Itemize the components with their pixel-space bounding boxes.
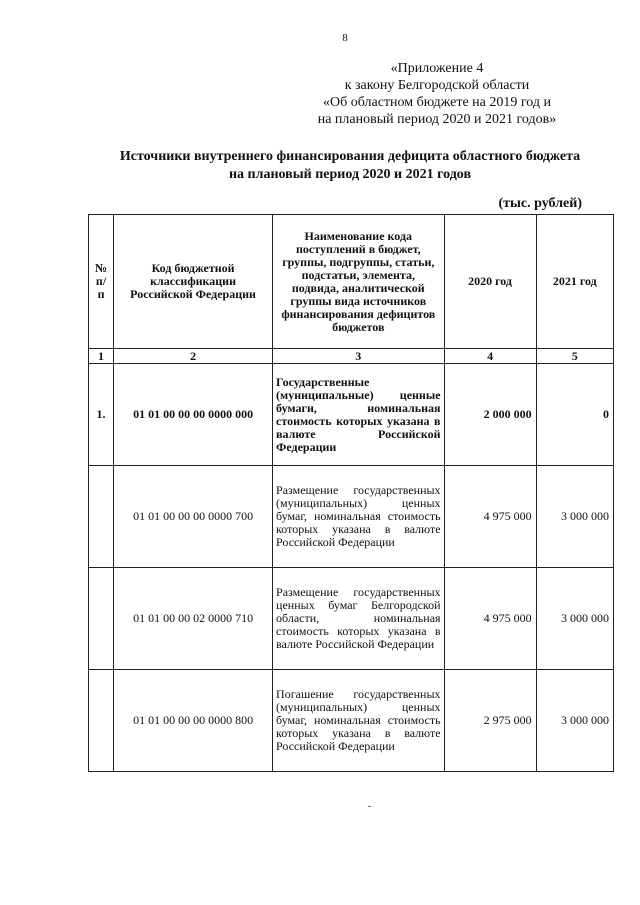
table-header-row (89, 215, 614, 349)
appendix-line: «Приложение 4 (390, 61, 484, 76)
column-index-row (89, 349, 614, 364)
row-name: Погашение государственных (муниципальных) ценных бумаг, номинальная стоимость которых указана в валюте Российской Федерации (273, 670, 445, 772)
appendix-block (292, 60, 582, 128)
row-code: 01 01 00 00 00 0000 000 (114, 364, 273, 466)
row-name: Государственные (муниципальные) ценные бумаги, номинальная стоимость которых указана в валюте Российской Федерации (273, 364, 445, 466)
row-value-2020: 2 975 000 (444, 670, 536, 772)
row-name: Размещение государственных (муниципальных) ценных бумаг, номинальная стоимость которых указана в валюте Российской Федерации (273, 466, 445, 568)
row-number: 1. (89, 364, 114, 466)
title-line: на плановый период 2020 и 2021 годов (228, 167, 472, 182)
row-value-2021: 3 000 000 (536, 568, 613, 670)
row-value-2020: 2 000 000 (444, 364, 536, 466)
appendix-line: «Об областном бюджете на 2019 год и (323, 95, 551, 110)
table-row (89, 466, 614, 568)
table-row (89, 568, 614, 670)
page-number: 8 (342, 32, 348, 44)
header-2021: 2021 год (536, 215, 613, 349)
row-code: 01 01 00 00 02 0000 710 (114, 568, 273, 670)
row-code: 01 01 00 00 00 0000 800 (114, 670, 273, 772)
row-number (89, 670, 114, 772)
document-title (90, 148, 610, 184)
header-num: № п/п (89, 215, 114, 349)
row-name: Размещение государственных ценных бумаг Белгородской области, номинальная стоимость которых указана в валюте Российской Федерации (273, 568, 445, 670)
column-index: 2 (114, 349, 273, 364)
header-code: Код бюджетной классификации Российской Федерации (114, 215, 273, 349)
financing-sources-table (88, 214, 614, 772)
title-line: Источники внутреннего финансирования дефицита областного бюджета (119, 149, 581, 164)
appendix-line: к закону Белгородской области (344, 78, 530, 93)
row-value-2020: 4 975 000 (444, 466, 536, 568)
header-name: Наименование кода поступлений в бюджет, группы, подгруппы, статьи, подстатьи, элемента, подвида, аналитической группы вида источников финансирования дефицитов бюджетов (273, 215, 445, 349)
table-row (89, 670, 614, 772)
column-index: 1 (89, 349, 114, 364)
row-value-2021: 3 000 000 (536, 466, 613, 568)
column-index: 4 (444, 349, 536, 364)
column-index: 3 (273, 349, 445, 364)
column-index: 5 (536, 349, 613, 364)
row-number (89, 568, 114, 670)
row-code: 01 01 00 00 00 0000 700 (114, 466, 273, 568)
units-label: (тыс. рублей) (498, 196, 582, 211)
header-2020: 2020 год (444, 215, 536, 349)
table-row (89, 364, 614, 466)
row-value-2021: 0 (536, 364, 613, 466)
appendix-line: на плановый период 2020 и 2021 годов» (317, 112, 557, 127)
scan-mark (368, 806, 371, 807)
row-number (89, 466, 114, 568)
row-value-2021: 3 000 000 (536, 670, 613, 772)
row-value-2020: 4 975 000 (444, 568, 536, 670)
